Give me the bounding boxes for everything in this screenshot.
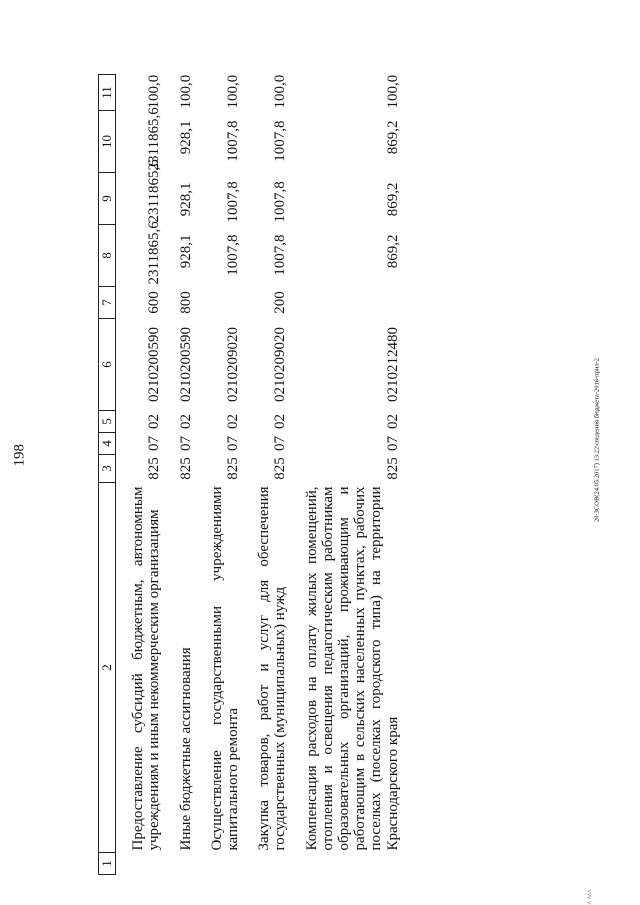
cell-percent: 100,0 — [225, 74, 242, 109]
row-name: Предоставление субсидий бюджетным, автономным учреждениям и иным некоммерческим организациям — [130, 486, 163, 851]
cell-ministry-code: 825 — [225, 457, 242, 480]
cell-expense-type — [195, 287, 242, 319]
table-row — [116, 75, 164, 875]
header-col-5: 5 — [99, 411, 116, 433]
header-col-9: 9 — [99, 173, 116, 225]
cell-expense-type: 200 — [272, 291, 289, 314]
cell-col-9: 928,1 — [177, 182, 194, 217]
table-row — [164, 75, 195, 875]
cell-expense-type — [290, 287, 402, 319]
header-row — [99, 75, 116, 875]
table-row — [290, 75, 402, 875]
row-name: Закупка товаров, работ и услуг для обеспечения государственных (муниципальных) нужд — [256, 486, 289, 851]
cell-col-9: 869,2 — [384, 182, 401, 217]
cell-col-10: 1007,8 — [272, 120, 289, 162]
cell-col-8: 1007,8 — [225, 234, 242, 276]
row-name: Осуществление государственными учреждениями капитального ремонта — [208, 486, 242, 851]
cell-col-1 — [242, 853, 289, 875]
cell-col-1 — [116, 853, 164, 875]
cell-col-10: 1007,8 — [225, 120, 242, 162]
cell-expense-type: 600 — [146, 291, 163, 314]
cell-subsection-code: 02 — [225, 414, 242, 429]
cell-col-9: 1007,8 — [225, 181, 242, 223]
cell-percent: 100,0 — [272, 74, 289, 109]
cell-col-1 — [290, 853, 402, 875]
cell-col-10: 2311865,6 — [146, 107, 163, 171]
cell-percent: 100,0 — [146, 74, 163, 109]
cell-col-8: 928,1 — [177, 234, 194, 269]
cell-subsection-code: 02 — [384, 414, 401, 429]
row-name: Иные бюджетные ассигнования — [177, 647, 194, 851]
cell-col-8: 2311865,6 — [146, 221, 163, 285]
cell-col-10: 869,2 — [384, 120, 401, 155]
header-col-3: 3 — [99, 455, 116, 483]
cell-ministry-code: 825 — [177, 457, 194, 480]
cell-ministry-code: 825 — [146, 457, 163, 480]
cell-percent: 100,0 — [384, 74, 401, 109]
cell-col-10: 928,1 — [177, 120, 194, 155]
cell-section-code: 07 — [177, 436, 194, 451]
corner-mark: ^ ^^^ — [586, 889, 595, 905]
cell-subsection-code: 02 — [272, 414, 289, 429]
header-col-6: 6 — [99, 319, 116, 411]
header-col-8: 8 — [99, 225, 116, 287]
page-number: 198 — [11, 444, 28, 467]
budget-table — [98, 74, 402, 875]
cell-col-8: 869,2 — [384, 234, 401, 269]
header-col-11: 11 — [99, 75, 116, 111]
cell-percent: 100,0 — [177, 74, 194, 109]
cell-col-9: 2311865,6 — [146, 159, 163, 223]
header-col-10: 10 — [99, 111, 116, 173]
cell-col-1 — [195, 853, 242, 875]
cell-subsection-code: 02 — [177, 414, 194, 429]
cell-ministry-code: 825 — [384, 457, 401, 480]
cell-section-code: 07 — [225, 436, 242, 451]
cell-ministry-code: 825 — [272, 457, 289, 480]
cell-section-code: 07 — [272, 436, 289, 451]
footer-stamp-text: 20-ЗСОВ(24.05.2017) 13:22\сведения бюджета-2016-прил-2 — [593, 357, 601, 523]
table-header — [99, 75, 116, 875]
cell-expense-type: 800 — [177, 291, 194, 314]
table-body — [116, 75, 402, 875]
header-col-4: 4 — [99, 433, 116, 455]
cell-section-code: 07 — [384, 436, 401, 451]
rotated-table-wrapper — [98, 75, 540, 875]
header-col-2: 2 — [99, 483, 116, 853]
table-row — [242, 75, 289, 875]
cell-section-code: 07 — [146, 436, 163, 451]
cell-target-article: 0210200590 — [146, 327, 163, 402]
header-col-7: 7 — [99, 287, 116, 319]
cell-target-article: 0210200590 — [177, 327, 194, 402]
header-col-1: 1 — [99, 853, 116, 875]
cell-target-article: 0210209020 — [225, 327, 242, 402]
cell-target-article: 0210212480 — [384, 327, 401, 402]
cell-col-1 — [164, 853, 195, 875]
cell-subsection-code: 02 — [146, 414, 163, 429]
row-name: Компенсация расходов на оплату жилых помещений, отопления и освещения педагогическим работникам образовательных организаций, проживающим и работающим в сельских населенных пунктах, рабочих поселках (поселках городского типа) на территории Краснодарского края — [303, 486, 401, 851]
cell-target-article: 0210209020 — [272, 327, 289, 402]
cell-col-9: 1007,8 — [272, 181, 289, 223]
table-row — [195, 75, 242, 875]
cell-col-8: 1007,8 — [272, 234, 289, 276]
